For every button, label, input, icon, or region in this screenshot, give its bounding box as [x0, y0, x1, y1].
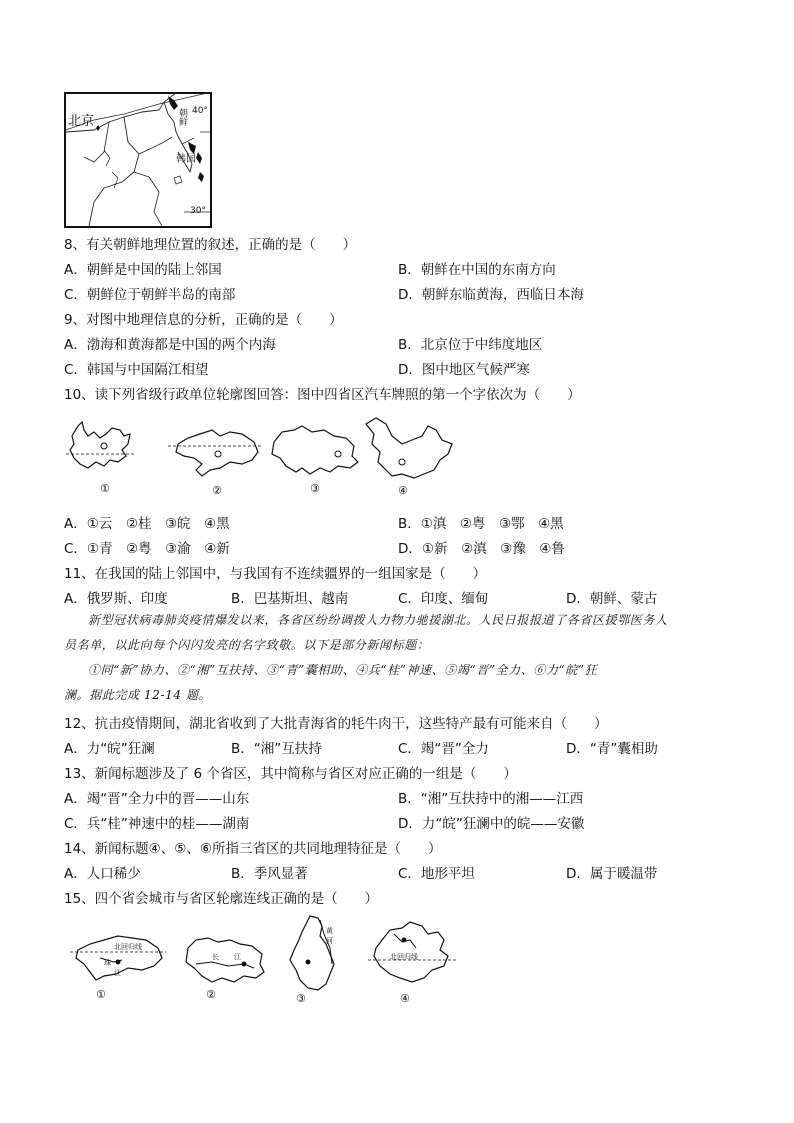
q11-option-b: B．巴基斯坦、越南 [231, 591, 349, 607]
q15-map1-river2: 江 [114, 969, 121, 977]
q9-option-c: C．韩国与中国隔江相望 [64, 362, 209, 378]
q10-option-a: A．①云 ②桂 ③皖 ④黑 [64, 516, 230, 532]
passage-line-3: ①同“新”协力、②“湘”互扶持、③“青”囊相助、④兵“桂”神速、⑤竭“晋”全力、⑥力“皖”狂 [88, 663, 598, 677]
q8-option-c: C．朝鲜位于朝鲜半岛的南部 [64, 287, 236, 303]
q12-option-d: D．“青”囊相助 [566, 741, 658, 757]
q10-stem: 10、读下列省级行政单位轮廓图回答：图中四省区汽车牌照的第一个字依次为（ ） [64, 387, 581, 403]
news-passage [64, 608, 740, 708]
q8-stem: 8、有关朝鲜地理位置的叙述，正确的是（ ） [64, 237, 357, 253]
q15-label-2: ② [206, 988, 216, 1001]
guangdong-river-outline-icon [70, 928, 168, 988]
q8-option-b: B．朝鲜在中国的东南方向 [398, 262, 556, 278]
q12-option-a: A．力“皖”狂澜 [64, 741, 155, 757]
map-label-north-korea: 朝鲜 [177, 108, 187, 126]
q14-stem: 14、新闻标题④、⑤、⑥所指三省区的共同地理特征是（ ） [64, 841, 442, 857]
guangdong-outline-icon [168, 424, 264, 480]
passage-line-4: 澜。据此完成 12-14 题。 [64, 688, 212, 702]
q9-option-a: A．渤海和黄海都是中国的两个内海 [64, 337, 276, 353]
korea-region-map [64, 92, 212, 228]
q15-map1-tropic: 北回归线 [114, 943, 142, 951]
q15-map1-river1: 珠 [104, 959, 111, 967]
q10-label-1: ① [100, 482, 110, 495]
q8-option-d: D．朝鲜东临黄海，西临日本海 [398, 287, 584, 303]
hubei-river-outline-icon [182, 934, 268, 986]
q15-map3-river2: 河 [326, 937, 333, 945]
q15-outline-4 [368, 920, 460, 1008]
q13-option-c: C．兵“桂”神速中的桂——湖南 [64, 816, 250, 832]
map-label-south-korea: 韩国 [176, 154, 196, 165]
q10-outline-1 [66, 420, 146, 495]
q10-label-4: ④ [398, 484, 408, 497]
passage-line-1: 新型冠状病毒肺炎疫情爆发以来，各省区纷纷调拨人力物力驰援湖北。人民日报报道了各省区援鄂医务人 [88, 613, 668, 627]
q10-option-c: C．①青 ②粤 ③渝 ④新 [64, 541, 230, 557]
q10-option-b: B．①滇 ②粤 ③鄂 ④黑 [398, 516, 564, 532]
map-lat-40: 40° [192, 106, 208, 116]
map-label-beijing: 北京 [68, 114, 95, 129]
q12-option-b: B．“湘”互扶持 [231, 741, 322, 757]
q9-option-b: B．北京位于中纬度地区 [398, 337, 543, 353]
q15-label-1: ① [96, 988, 106, 1001]
q11-option-d: D．朝鲜、蒙古 [566, 591, 658, 607]
hubei-outline-icon [268, 424, 362, 482]
q10-label-2: ② [212, 484, 222, 497]
heilongjiang-outline-icon [362, 414, 456, 484]
q10-outline-3 [268, 424, 362, 495]
q15-stem: 15、四个省会城市与省区轮廓连线正确的是（ ） [64, 891, 379, 907]
q15-label-3: ③ [296, 992, 306, 1005]
q13-option-a: A．竭“晋”全力中的晋——山东 [64, 791, 250, 807]
q15-map4-tropic: 北回归线 [390, 953, 418, 961]
q11-stem: 11、在我国的陆上邻国中，与我国有不连续疆界的一组国家是（ ） [64, 566, 487, 582]
q14-option-b: B．季风显著 [231, 866, 308, 882]
q13-stem: 13、新闻标题涉及了 6 个省区，其中简称与省区对应正确的一组是（ ） [64, 766, 517, 782]
q14-option-d: D．属于暖温带 [566, 866, 658, 882]
q15-outline-1 [70, 928, 168, 1001]
q10-outline-2 [168, 424, 264, 497]
q9-stem: 9、对图中地理信息的分析，正确的是（ ） [64, 312, 343, 328]
q15-map2-river2: 江 [234, 953, 241, 961]
q13-option-b: B．“湘”互扶持中的湘——江西 [398, 791, 584, 807]
q15-outline-3 [286, 914, 342, 1004]
q12-stem: 12、抗击疫情期间，湖北省收到了大批青海省的牦牛肉干，这些特产最有可能来自（ ） [64, 716, 608, 732]
q11-option-a: A．俄罗斯、印度 [64, 591, 168, 607]
q10-label-3: ③ [310, 482, 320, 495]
q15-map2-river1: 长 [212, 953, 219, 961]
map-lat-30: 30° [190, 206, 206, 216]
yunnan-outline-icon [66, 420, 146, 482]
q10-outline-4 [362, 414, 456, 497]
q8-option-a: A．朝鲜是中国的陆上邻国 [64, 262, 222, 278]
q11-option-c: C．印度、缅甸 [398, 591, 489, 607]
q12-option-c: C．竭“晋”全力 [398, 741, 489, 757]
shanxi-river-outline-icon [286, 914, 342, 992]
q13-option-d: D．力“皖”狂澜中的皖——安徽 [398, 816, 585, 832]
q15-map3-river1: 黄 [326, 927, 333, 935]
q14-option-c: C．地形平坦 [398, 866, 475, 882]
passage-line-2: 员名单，以此向每个闪闪发亮的名字致敬。以下是部分新闻标题： [64, 638, 430, 652]
q9-option-d: D．图中地区气候严寒 [398, 362, 530, 378]
q15-label-4: ④ [400, 992, 410, 1005]
q10-option-d: D．①新 ②滇 ③豫 ④鲁 [398, 541, 565, 557]
q15-outline-2 [182, 934, 268, 1000]
q14-option-a: A．人口稀少 [64, 866, 141, 882]
